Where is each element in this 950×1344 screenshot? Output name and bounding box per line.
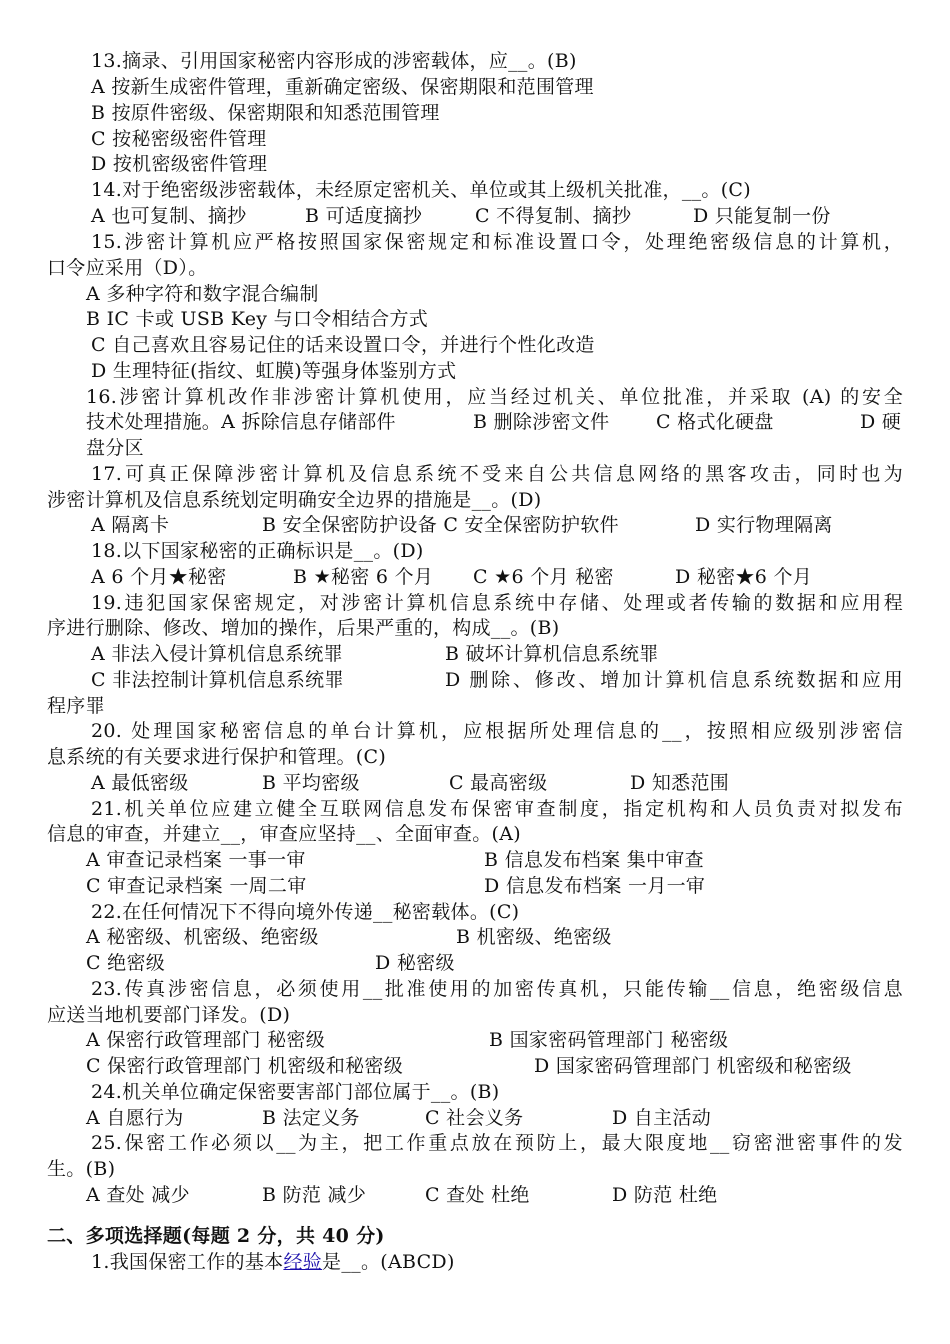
q23-option-d: D 国家密码管理部门 机密级和秘密级 [534, 1055, 852, 1077]
question-22: 22.在任何情况下不得向境外传递__秘密载体。(C) [91, 901, 520, 923]
q19-option-d: D 删除、修改、增加计算机信息系统数据和应用 [445, 669, 903, 691]
q13-option-d: D 按机密级密件管理 [91, 153, 268, 175]
question-23-line-1: 23.传真涉密信息，必须使用__批准使用的加密传真机，只能传输__信息，绝密级信息 [91, 978, 903, 1000]
experience-link[interactable]: 经验 [283, 1251, 323, 1273]
q19-option-b: B 破坏计算机信息系统罪 [445, 643, 659, 665]
q22-option-c: C 绝密级 [86, 952, 166, 974]
q25-option-b: B 防范 减少 [262, 1184, 367, 1206]
question-25-line-2: 生。(B) [47, 1158, 116, 1180]
question-13: 13.摘录、引用国家秘密内容形成的涉密载体，应__。(B) [91, 50, 577, 72]
q17-option-d: D 实行物理隔离 [695, 514, 833, 536]
q17-option-a: A 隔离卡 [91, 514, 170, 536]
question-21-line-1: 21.机关单位应建立健全互联网信息发布保密审查制度，指定机构和人员负责对拟发布 [91, 798, 903, 820]
question-18: 18.以下国家秘密的正确标识是__。(D) [91, 540, 424, 562]
q23-option-a: A 保密行政管理部门 秘密级 [86, 1029, 326, 1051]
q14-option-b: B 可适度摘抄 [305, 205, 423, 227]
multi-question-1 [91, 1250, 455, 1276]
q15-option-d: D 生理特征(指纹、虹膜)等强身体鉴别方式 [91, 360, 457, 382]
q21-option-c: C 审查记录档案 一周二审 [86, 875, 307, 897]
q19-option-c: C 非法控制计算机信息系统罪 [91, 669, 344, 691]
q18-option-d: D 秘密★6 个月 [675, 566, 813, 588]
q14-option-c: C 不得复制、摘抄 [475, 205, 632, 227]
q21-option-a: A 审查记录档案 一事一审 [86, 849, 306, 871]
question-21-line-2: 信息的审查，并建立__，审查应坚持__、全面审查。(A) [47, 823, 521, 845]
question-20-line-2: 息系统的有关要求进行保护和管理。(C) [47, 746, 387, 768]
question-25-line-1: 25.保密工作必须以__为主，把工作重点放在预防上，最大限度地__窃密泄密事件的发 [91, 1132, 903, 1154]
q19-option-a: A 非法入侵计算机信息系统罪 [91, 643, 343, 665]
q24-option-c: C 社会义务 [425, 1107, 524, 1129]
q22-option-b: B 机密级、绝密级 [456, 926, 612, 948]
multi-q1-prefix: 1.我国保密工作的基本 [91, 1251, 284, 1273]
q17-option-b-c: B 安全保密防护设备 C 安全保密防护软件 [262, 514, 619, 536]
question-16-line-2: 技术处理措施。A 拆除信息存储部件 [86, 411, 396, 433]
multi-q1-suffix: 是__。(ABCD) [322, 1251, 455, 1273]
q25-option-c: C 查处 杜绝 [425, 1184, 530, 1206]
question-20-line-1: 20. 处理国家秘密信息的单台计算机，应根据所处理信息的__，按照相应级别涉密信 [91, 720, 903, 742]
q15-option-b: B IC 卡或 USB Key 与口令相结合方式 [86, 308, 429, 330]
q24-option-b: B 法定义务 [262, 1107, 360, 1129]
question-24: 24.机关单位确定保密要害部门部位属于__。(B) [91, 1081, 500, 1103]
q15-option-c: C 自己喜欢且容易记住的话来设置口令，并进行个性化改造 [91, 334, 595, 356]
question-19-line-1: 19.违犯国家保密规定，对涉密计算机信息系统中存储、处理或者传输的数据和应用程 [91, 592, 903, 614]
section-heading-multiple-choice: 二、多项选择题(每题 2 分，共 40 分) [47, 1225, 385, 1247]
question-23-line-2: 应送当地机要部门译发。(D) [47, 1004, 291, 1026]
q15-option-a: A 多种字符和数字混合编制 [86, 283, 319, 305]
q14-option-d: D 只能复制一份 [693, 205, 831, 227]
q13-option-b: B 按原件密级、保密期限和知悉范围管理 [91, 102, 440, 124]
q13-option-a: A 按新生成密件管理，重新确定密级、保密期限和范围管理 [91, 76, 594, 98]
q18-option-c: C ★6 个月 秘密 [473, 566, 614, 588]
q16-option-d-cont: 盘分区 [86, 437, 144, 459]
question-15-line-1: 15.涉密计算机应严格按照国家保密规定和标准设置口令，处理绝密级信息的计算机， [91, 231, 903, 253]
q20-option-a: A 最低密级 [91, 772, 189, 794]
q24-option-a: A 自愿行为 [86, 1107, 184, 1129]
q20-option-c: C 最高密级 [449, 772, 548, 794]
q21-option-b: B 信息发布档案 集中审查 [484, 849, 704, 871]
q18-option-b: B ★秘密 6 个月 [293, 566, 434, 588]
q20-option-b: B 平均密级 [262, 772, 360, 794]
q24-option-d: D 自主活动 [612, 1107, 712, 1129]
question-17-line-1: 17.可真正保障涉密计算机及信息系统不受来自公共信息网络的黑客攻击，同时也为 [91, 463, 903, 485]
q16-option-b: B 删除涉密文件 [473, 411, 610, 433]
q25-option-a: A 查处 减少 [86, 1184, 190, 1206]
q19-option-d-cont: 程序罪 [47, 695, 105, 717]
question-19-line-2: 序进行删除、修改、增加的操作，后果严重的，构成__。(B) [47, 617, 560, 639]
question-14: 14.对于绝密级涉密载体，未经原定密机关、单位或其上级机关批准，__。(C) [91, 179, 751, 201]
q14-option-a: A 也可复制、摘抄 [91, 205, 247, 227]
question-17-line-2: 涉密计算机及信息系统划定明确安全边界的措施是__。(D) [47, 489, 542, 511]
q16-option-c: C 格式化硬盘 [656, 411, 774, 433]
q13-option-c: C 按秘密级密件管理 [91, 128, 267, 150]
q23-option-c: C 保密行政管理部门 机密级和秘密级 [86, 1055, 404, 1077]
q22-option-a: A 秘密级、机密级、绝密级 [86, 926, 319, 948]
q20-option-d: D 知悉范围 [630, 772, 730, 794]
question-16-line-1: 16.涉密计算机改作非涉密计算机使用，应当经过机关、单位批准，并采取 (A) 的安全 [86, 386, 903, 408]
q16-option-d: D 硬 [860, 411, 902, 433]
question-15-line-2: 口令应采用（D）。 [47, 257, 208, 279]
q21-option-d: D 信息发布档案 一月一审 [484, 875, 706, 897]
q25-option-d: D 防范 杜绝 [612, 1184, 718, 1206]
q18-option-a: A 6 个月★秘密 [91, 566, 227, 588]
q22-option-d: D 秘密级 [375, 952, 455, 974]
q23-option-b: B 国家密码管理部门 秘密级 [489, 1029, 729, 1051]
